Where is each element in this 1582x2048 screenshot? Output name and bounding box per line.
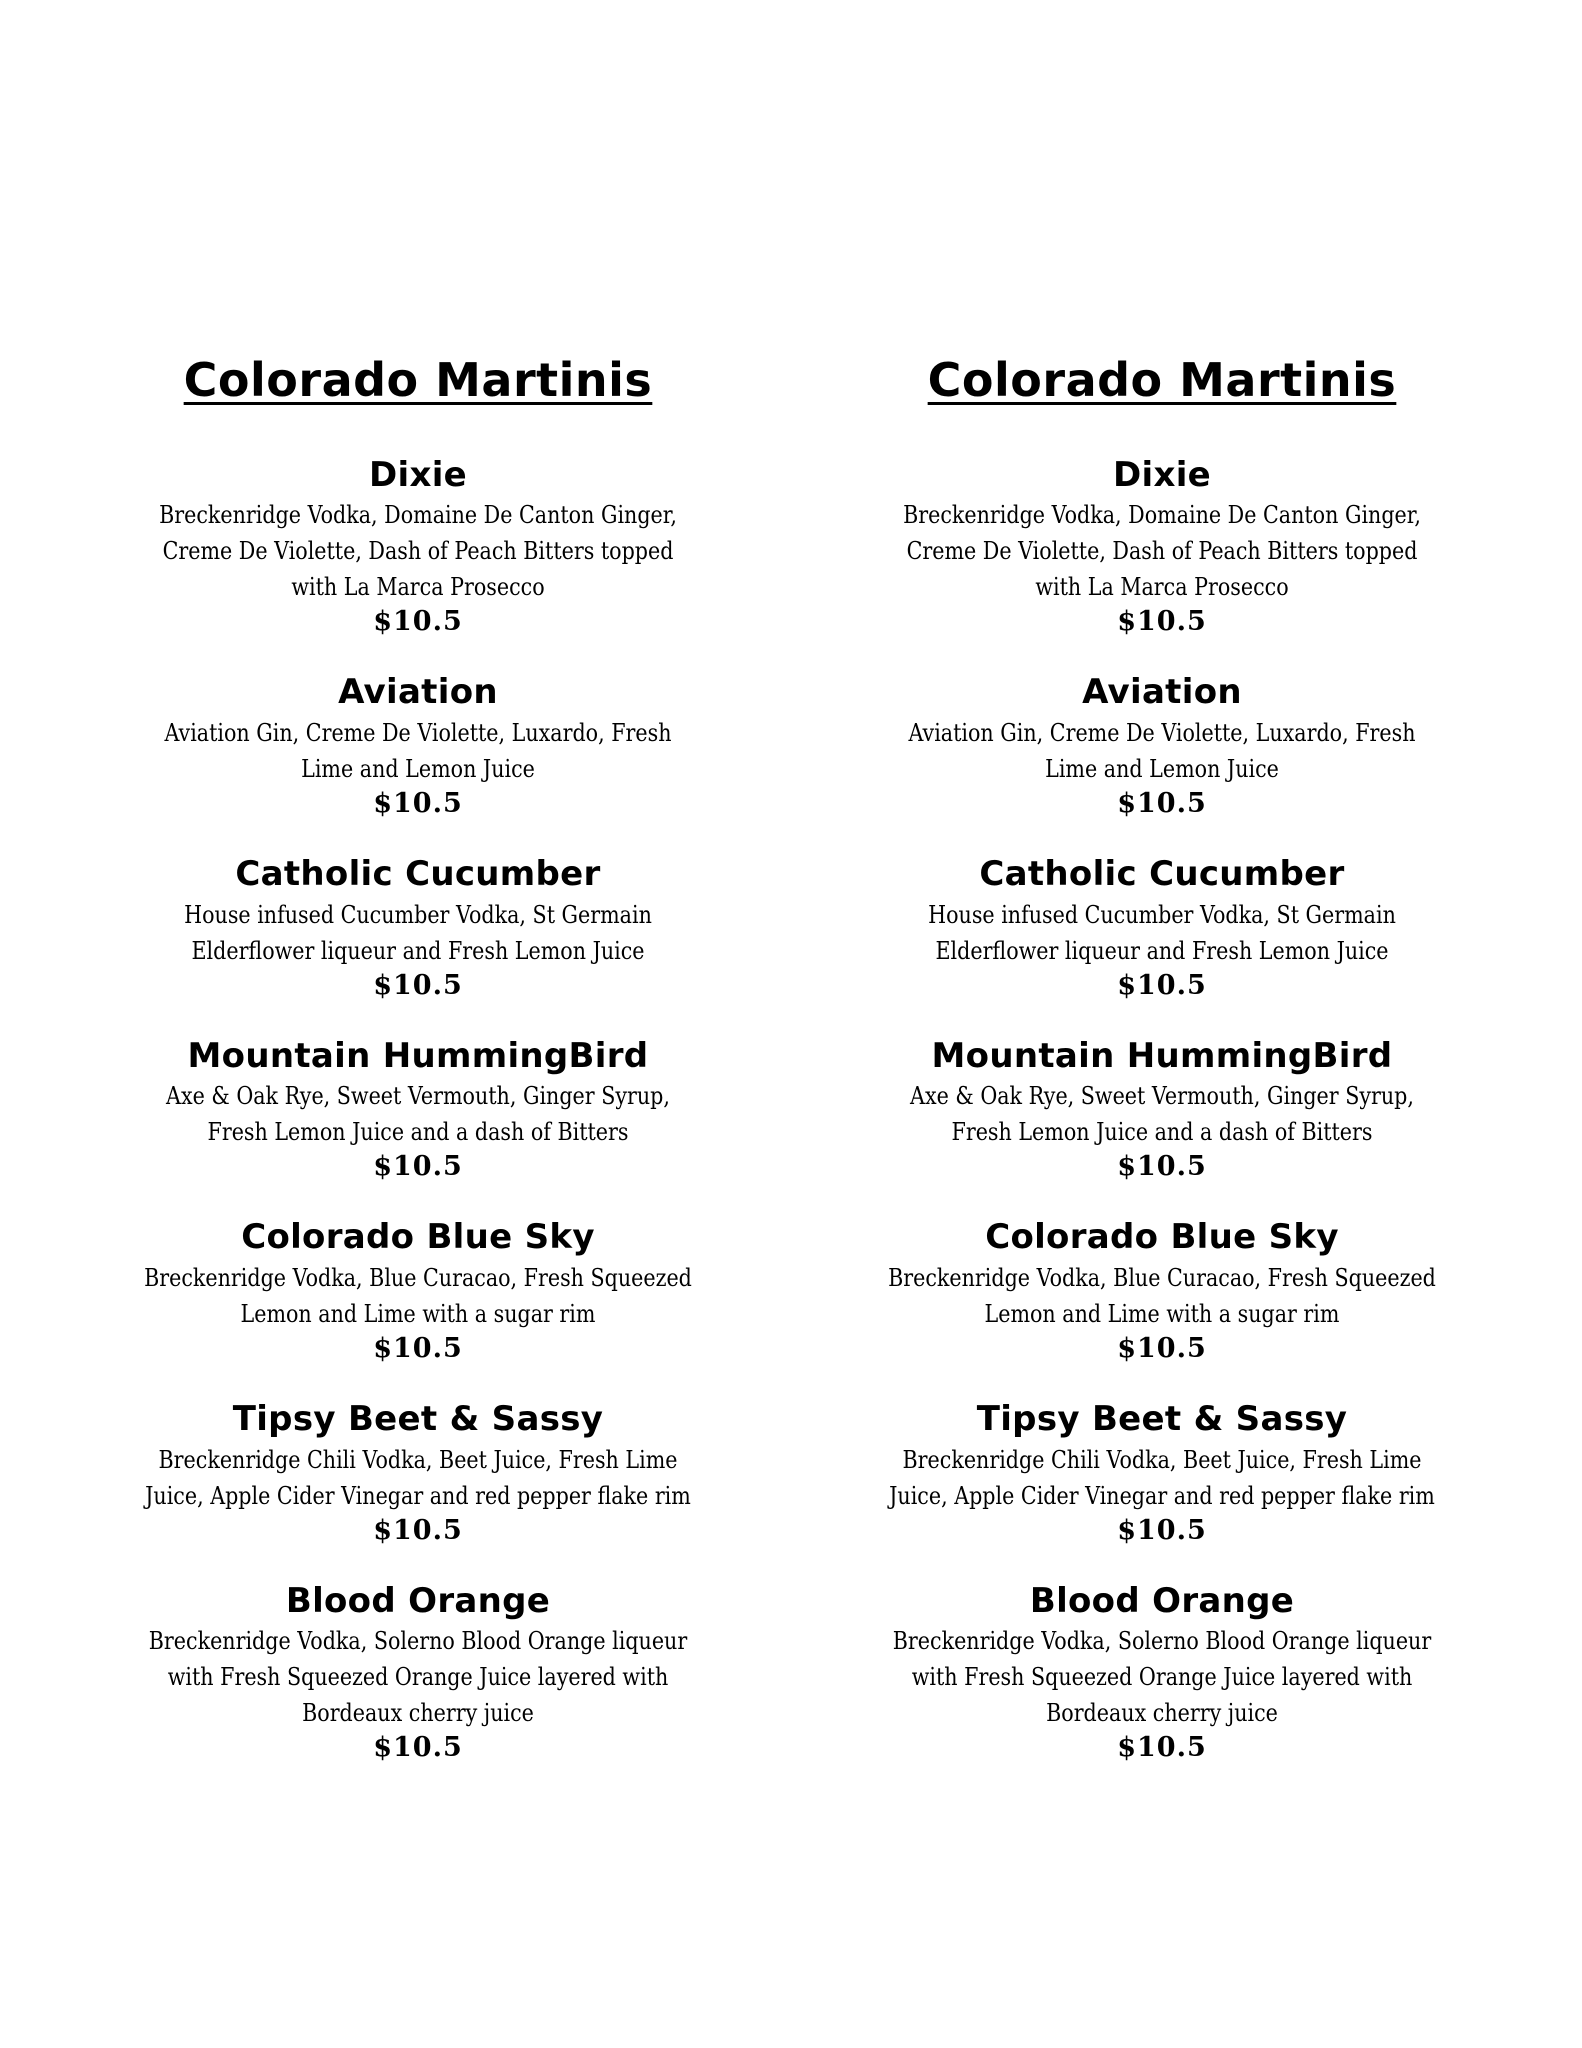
item-name: Aviation (338, 672, 498, 713)
item-price: $10.5 (373, 787, 463, 819)
item-name: Tipsy Beet & Sassy (976, 1399, 1348, 1440)
item-description: Axe & Oak Rye, Sweet Vermouth, Ginger Syrup, Fresh Lemon Juice and a dash of Bitters (166, 1082, 670, 1147)
item-price: $10.5 (1117, 1732, 1207, 1764)
menu-item (822, 1035, 1502, 1185)
menu-item (78, 853, 758, 1003)
menu-column-left (78, 355, 758, 1801)
item-name: Tipsy Beet & Sassy (232, 1399, 604, 1440)
item-price: $10.5 (1117, 969, 1207, 1001)
item-price: $10.5 (1117, 606, 1207, 638)
item-price: $10.5 (373, 1333, 463, 1365)
item-description: House infused Cucumber Vodka, St Germain Elderflower liqueur and Fresh Lemon Juice (184, 900, 652, 965)
item-price: $10.5 (373, 606, 463, 638)
item-description: House infused Cucumber Vodka, St Germain Elderflower liqueur and Fresh Lemon Juice (928, 900, 1396, 965)
item-description: Breckenridge Vodka, Domaine De Canton Ginger, Creme De Violette, Dash of Peach Bitters topped with La Marca Prosecco (159, 501, 677, 602)
item-price: $10.5 (1117, 1333, 1207, 1365)
menu-item (78, 1580, 758, 1766)
item-price: $10.5 (1117, 1151, 1207, 1183)
menu-item (78, 672, 758, 821)
item-description: Aviation Gin, Creme De Violette, Luxardo, Fresh Lime and Lemon Juice (908, 718, 1416, 783)
menu-item (78, 1217, 758, 1366)
item-name: Aviation (1082, 672, 1242, 713)
item-price: $10.5 (1117, 1514, 1207, 1546)
item-name: Mountain HummingBird (931, 1035, 1393, 1076)
item-description: Aviation Gin, Creme De Violette, Luxardo, Fresh Lime and Lemon Juice (164, 718, 672, 783)
item-description: Breckenridge Vodka, Solerno Blood Orange liqueur with Fresh Squeezed Orange Juice layered with Bordeaux cherry juice (892, 1627, 1432, 1728)
menu-item (822, 1580, 1502, 1766)
menu-item (78, 1035, 758, 1185)
item-price: $10.5 (373, 969, 463, 1001)
item-name: Colorado Blue Sky (985, 1217, 1339, 1258)
item-description: Breckenridge Vodka, Solerno Blood Orange liqueur with Fresh Squeezed Orange Juice layered with Bordeaux cherry juice (148, 1627, 688, 1728)
menu-item (822, 1217, 1502, 1366)
menu-item (78, 1399, 758, 1548)
menu-title: Colorado Martinis (927, 353, 1397, 407)
item-description: Breckenridge Chili Vodka, Beet Juice, Fresh Lime Juice, Apple Cider Vinegar and red pepper flake rim (145, 1445, 691, 1510)
menu-item (78, 454, 758, 640)
item-description: Breckenridge Chili Vodka, Beet Juice, Fresh Lime Juice, Apple Cider Vinegar and red pepper flake rim (889, 1445, 1435, 1510)
item-price: $10.5 (373, 1151, 463, 1183)
item-name: Dixie (368, 454, 468, 495)
item-description: Breckenridge Vodka, Blue Curacao, Fresh Squeezed Lemon and Lime with a sugar rim (888, 1264, 1436, 1329)
menu-item (822, 853, 1502, 1003)
item-price: $10.5 (373, 1732, 463, 1764)
item-price: $10.5 (373, 1514, 463, 1546)
item-description: Breckenridge Vodka, Domaine De Canton Ginger, Creme De Violette, Dash of Peach Bitters topped with La Marca Prosecco (903, 501, 1421, 602)
item-name: Blood Orange (1029, 1580, 1295, 1621)
item-description: Breckenridge Vodka, Blue Curacao, Fresh Squeezed Lemon and Lime with a sugar rim (144, 1264, 692, 1329)
menu-item (822, 454, 1502, 640)
item-name: Blood Orange (285, 1580, 551, 1621)
menu-item (822, 1399, 1502, 1548)
item-price: $10.5 (1117, 787, 1207, 819)
menu-item (822, 672, 1502, 821)
item-name: Catholic Cucumber (235, 853, 601, 894)
menu-title: Colorado Martinis (183, 353, 653, 407)
item-name: Mountain HummingBird (187, 1035, 649, 1076)
item-name: Catholic Cucumber (979, 853, 1345, 894)
menu-column-right (822, 355, 1502, 1801)
item-name: Dixie (1112, 454, 1212, 495)
item-name: Colorado Blue Sky (241, 1217, 595, 1258)
item-description: Axe & Oak Rye, Sweet Vermouth, Ginger Syrup, Fresh Lemon Juice and a dash of Bitters (910, 1082, 1414, 1147)
